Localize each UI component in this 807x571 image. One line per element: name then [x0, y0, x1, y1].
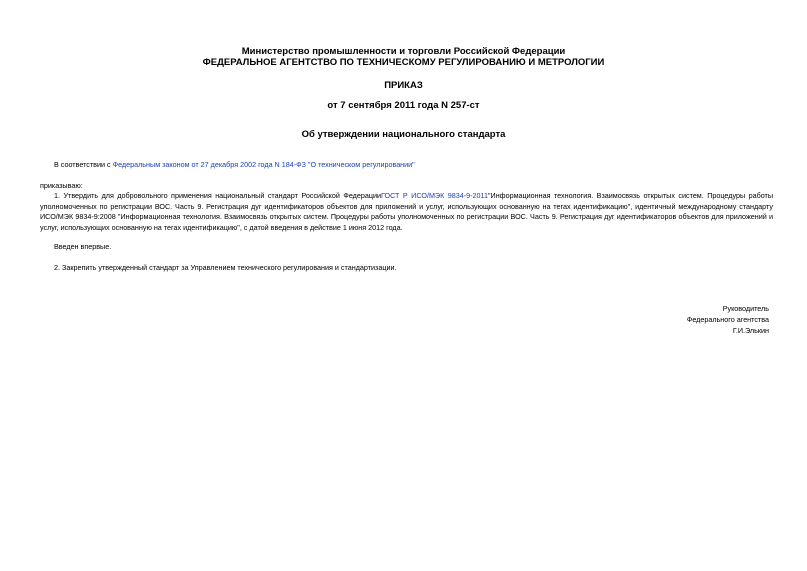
date-number: от 7 сентября 2011 года N 257-ст: [327, 100, 480, 111]
introduced-first: Введен впервые.: [54, 242, 112, 251]
ministry-title: Министерство промышленности и торговли Российской Федерации: [241, 46, 566, 57]
agency-title: ФЕДЕРАЛЬНОЕ АГЕНТСТВО ПО ТЕХНИЧЕСКОМУ РЕГУЛИРОВАНИЮ И МЕТРОЛОГИИ: [202, 57, 605, 68]
signature-position-1: Руководитель: [722, 304, 769, 313]
item1-prefix: 1. Утвердить для добровольного применения национальный стандарт Российской Федерации: [54, 191, 382, 200]
federal-law-link[interactable]: Федеральным законом от 27 декабря 2002 года N 184-ФЗ "О техническом регулировании": [112, 160, 415, 169]
item2-paragraph: 2. Закрепить утвержденный стандарт за Управлением технического регулирования и стандартизации.: [54, 263, 397, 272]
doc-type: ПРИКАЗ: [384, 80, 423, 91]
subject-title: Об утверждении национального стандарта: [301, 129, 506, 140]
orders-word: приказываю:: [40, 181, 83, 190]
intro-prefix: В соответствии с: [54, 160, 113, 169]
intro-paragraph: [54, 160, 415, 171]
signature-name: Г.И.Элькин: [732, 326, 769, 335]
item1-rest: "Информационная технология. Взаимосвязь открытых систем. Процедуры работы уполномоченных по регистрации ВОС. Часть 9. Регистрация дуг идентификаторов объектов для приложений и услуг, использующих основанную на тегах идентификацию", идентичный международному стандарту ИСО/МЭК 9834-9:2008 "Информационная технология. Взаимосвязь открытых систем. Процедуры работы уполномоченных по регистрации ВОС. Часть 9. Регистрация дуг идентификаторов объектов для приложений и услуг, использующих основанную на тегах идентификацию", с датой введения в действие 1 июня 2012 года.: [40, 191, 773, 232]
gost-link[interactable]: ГОСТ Р ИСО/МЭК 9834-9-2011: [381, 191, 488, 200]
signature-position-2: Федерального агентства: [686, 315, 769, 324]
item1-paragraph: [40, 191, 773, 233]
